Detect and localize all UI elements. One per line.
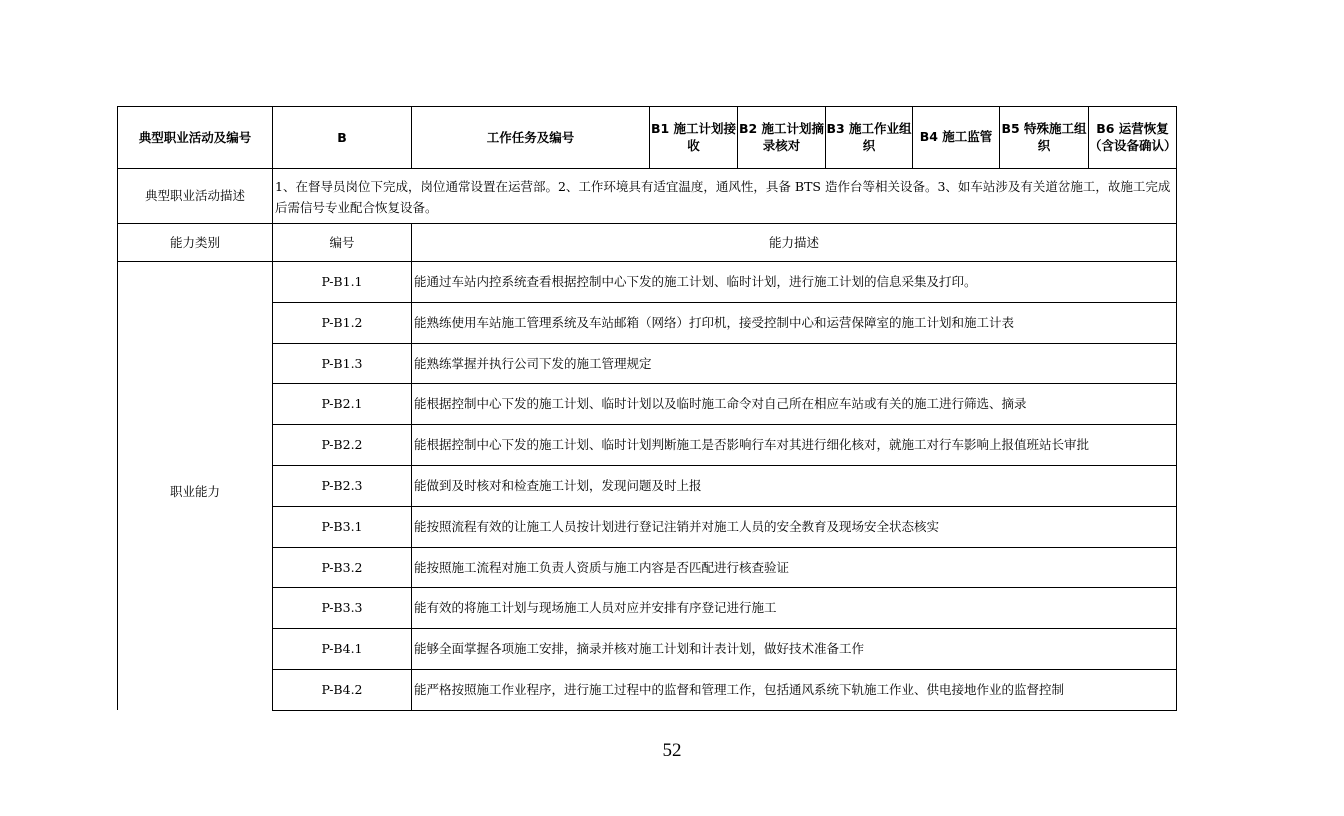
ability-code: P-B2.3 xyxy=(273,465,412,506)
ability-category: 职业能力 xyxy=(118,262,273,711)
ability-text: 能做到及时核对和检查施工计划，发现问题及时上报 xyxy=(412,465,1177,506)
header-row xyxy=(118,107,1177,169)
competency-table xyxy=(117,106,1177,711)
table-row xyxy=(118,384,1177,425)
ability-code: P-B3.2 xyxy=(273,547,412,588)
activity-label: 典型职业活动及编号 xyxy=(118,107,273,169)
ability-description-header: 能力描述 xyxy=(412,224,1177,262)
description-text: 1、在督导员岗位下完成，岗位通常设置在运营部。2、工作环境具有适宜温度，通风性，具备 BTS 造作台等相关设备。3、如车站涉及有关道岔施工，故施工完成后需信号专业配合恢复设备。 xyxy=(273,169,1177,224)
ability-code: P-B1.3 xyxy=(273,343,412,384)
table-row xyxy=(118,343,1177,384)
description-label: 典型职业活动描述 xyxy=(118,169,273,224)
ability-code: P-B2.2 xyxy=(273,425,412,466)
table-row xyxy=(118,629,1177,670)
ability-text: 能通过车站内控系统查看根据控制中心下发的施工计划、临时计划，进行施工计划的信息采集及打印。 xyxy=(412,262,1177,303)
ability-text: 能够全面掌握各项施工安排，摘录并核对施工计划和计表计划，做好技术准备工作 xyxy=(412,629,1177,670)
table-row xyxy=(118,588,1177,629)
table-row xyxy=(118,262,1177,303)
ability-text: 能熟练使用车站施工管理系统及车站邮箱（网络）打印机，接受控制中心和运营保障室的施工计划和施工计表 xyxy=(412,302,1177,343)
page-number: 52 xyxy=(662,740,682,761)
table-row xyxy=(118,302,1177,343)
task-b4: B4 施工监管 xyxy=(913,107,1000,169)
ability-category-header: 能力类别 xyxy=(118,224,273,262)
table-row xyxy=(118,669,1177,710)
ability-text: 能根据控制中心下发的施工计划、临时计划判断施工是否影响行车对其进行细化核对，就施工对行车影响上报值班站长审批 xyxy=(412,425,1177,466)
ability-code: P-B2.1 xyxy=(273,384,412,425)
task-b2: B2 施工计划摘录核对 xyxy=(738,107,826,169)
table-row xyxy=(118,425,1177,466)
task-b1: B1 施工计划接收 xyxy=(650,107,738,169)
ability-text: 能严格按照施工作业程序，进行施工过程中的监督和管理工作，包括通风系统下轨施工作业、供电接地作业的监督控制 xyxy=(412,669,1177,710)
task-b5: B5 特殊施工组织 xyxy=(1000,107,1089,169)
description-row xyxy=(118,169,1177,224)
ability-text: 能熟练掌握并执行公司下发的施工管理规定 xyxy=(412,343,1177,384)
table-row xyxy=(118,547,1177,588)
ability-header-row xyxy=(118,224,1177,262)
table-row xyxy=(118,506,1177,547)
ability-code: P-B4.1 xyxy=(273,629,412,670)
table-row xyxy=(118,465,1177,506)
ability-code: P-B1.1 xyxy=(273,262,412,303)
activity-code: B xyxy=(273,107,412,169)
task-b6: B6 运营恢复（含设备确认） xyxy=(1089,107,1177,169)
ability-text: 能有效的将施工计划与现场施工人员对应并安排有序登记进行施工 xyxy=(412,588,1177,629)
ability-code: P-B3.3 xyxy=(273,588,412,629)
task-label: 工作任务及编号 xyxy=(412,107,650,169)
ability-code: P-B1.2 xyxy=(273,302,412,343)
task-b3: B3 施工作业组织 xyxy=(826,107,913,169)
ability-code: P-B3.1 xyxy=(273,506,412,547)
ability-text: 能按照流程有效的让施工人员按计划进行登记注销并对施工人员的安全教育及现场安全状态核实 xyxy=(412,506,1177,547)
ability-code: P-B4.2 xyxy=(273,669,412,710)
ability-code-header: 编号 xyxy=(273,224,412,262)
ability-text: 能根据控制中心下发的施工计划、临时计划以及临时施工命令对自己所在相应车站或有关的施工进行筛选、摘录 xyxy=(412,384,1177,425)
ability-text: 能按照施工流程对施工负责人资质与施工内容是否匹配进行核查验证 xyxy=(412,547,1177,588)
